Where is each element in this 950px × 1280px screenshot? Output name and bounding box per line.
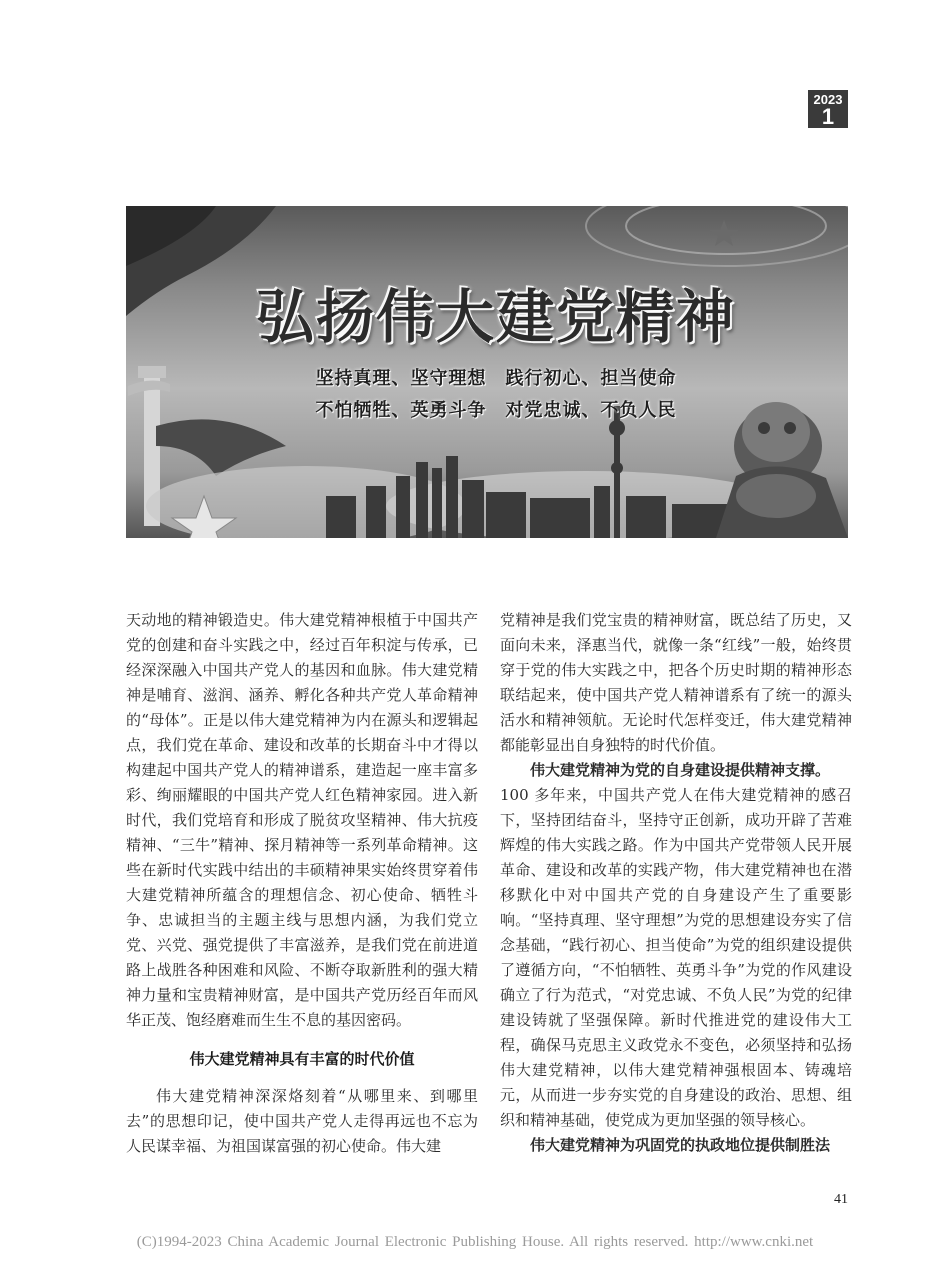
star-emblem-icon bbox=[709, 220, 739, 246]
body-paragraph: 党精神是我们党宝贵的精神财富，既总结了历史，又面向未来，泽惠当代，就像一条“红线”一般，始终贯穿于党的伟大实践之中，把各个历史时期的精神形态联结起来，使中国共产党人精神谱系有了统一的源头活水和精神领航。无论时代怎样变迁，伟大建党精神都能彰显出自身独特的时代价值。 bbox=[500, 611, 852, 754]
stone-lion bbox=[716, 402, 848, 538]
issue-badge bbox=[808, 90, 848, 128]
section-heading: 伟大建党精神具有丰富的时代价值 bbox=[189, 1050, 415, 1068]
banner-slogan-line-2: 不怕牺牲、英勇斗争 对党忠诚、不负人民 bbox=[315, 400, 677, 421]
left-column bbox=[126, 608, 478, 1159]
right-column bbox=[500, 608, 852, 1158]
banner-image bbox=[126, 206, 848, 538]
issue-number: 1 bbox=[821, 104, 835, 129]
copyright-footer: (C)1994-2023 China Academic Journal Electronic Publishing House. All rights reserved. http://www.cnki.net bbox=[136, 1234, 814, 1250]
issue-year: 2023 bbox=[813, 92, 843, 107]
page-number: 41 bbox=[834, 1192, 848, 1207]
subheading: 伟大建党精神为巩固党的执政地位提供制胜法 bbox=[530, 1136, 831, 1154]
body-paragraph: 100 多年来，中国共产党人在伟大建党精神的感召下，坚持团结奋斗，坚持守正创新，成功开辟了苦难辉煌的伟大实践之路。作为中国共产党带领人民开展革命、建设和改革的实践产物，伟大建党精神也在潜移默化中对中国共产党的自身建设产生了重要影响。“坚持真理、坚守理想”为党的思想建设夯实了信念基础，“践行初心、担当使命”为党的组织建设提供了遵循方向，“不怕牺牲、英勇斗争”为党的作风建设确立了行为范式，“对党忠诚、不负人民”为党的纪律建设铸就了坚强保障。新时代推进党的建设伟大工程，确保马克思主义政党永不变色，必须坚持和弘扬伟大建党精神，以伟大建党精神强根固本、铸魂培元，从而进一步夯实党的自身建设的政治、思想、组织和精神基础，使党成为更加坚强的领导核心。 bbox=[500, 786, 852, 1129]
subheading: 伟大建党精神为党的自身建设提供精神支撑。 bbox=[530, 761, 831, 779]
body-paragraph: 伟大建党精神深深烙刻着“从哪里来、到哪里去”的思想印记，使中国共产党人走得再远也不忘为人民谋幸福、为祖国谋富强的初心使命。伟大建 bbox=[126, 1087, 478, 1155]
body-paragraph: 天动地的精神锻造史。伟大建党精神根植于中国共产党的创建和奋斗实践之中，经过百年积淀与传承，已经深深融入中国共产党人的基因和血脉。伟大建党精神是哺育、滋润、涵养、孵化各种共产党人革命精神的“母体”。正是以伟大建党精神为内在源头和逻辑起点，我们党在革命、建设和改革的长期奋斗中才得以构建起中国共产党人的精神谱系，建造起一座丰富多彩、绚丽耀眼的中国共产党人红色精神家园。进入新时代，我们党培育和形成了脱贫攻坚精神、伟大抗疫精神、“三牛”精神、探月精神等一系列革命精神。这些在新时代实践中结出的丰硕精神果实始终贯穿着伟大建党精神所蕴含的理想信念、初心使命、牺牲斗争、忠诚担当的主题主线与思想内涵，为我们党立党、兴党、强党提供了丰富滋养，是我们党在前进道路上战胜各种困难和风险、不断夺取新胜利的强大精神力量和宝贵精神财富，是中国共产党历经百年而风华正茂、饱经磨难而生生不息的基因密码。 bbox=[126, 611, 478, 1029]
banner-slogan-line-1: 坚持真理、坚守理想 践行初心、担当使命 bbox=[315, 368, 677, 389]
banner-title: 弘扬伟大建党精神 bbox=[255, 283, 736, 351]
